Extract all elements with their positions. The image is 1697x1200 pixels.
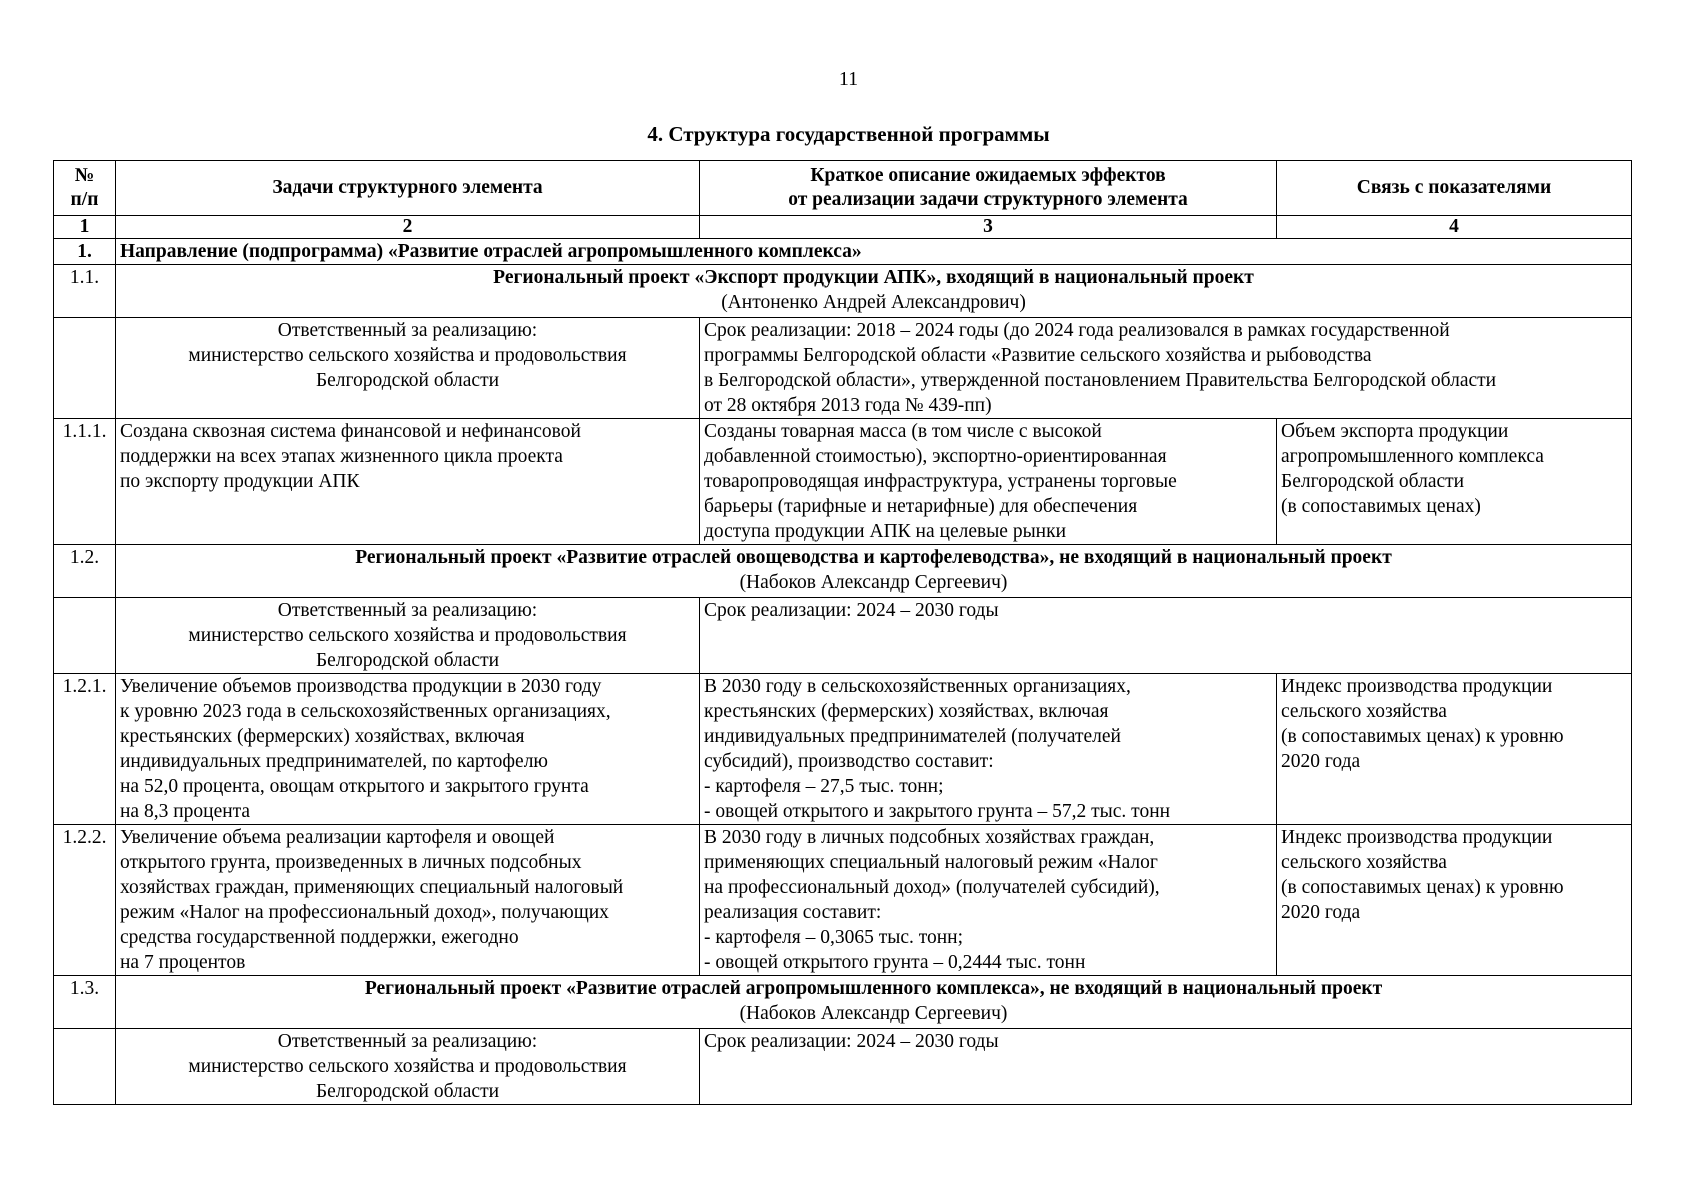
project-head: (Набоков Александр Сергеевич) <box>739 1003 1008 1024</box>
indicator-cell: Индекс производства продукции сельского хозяйства (в сопоставимых ценах) к уровню 2020 года <box>1277 825 1632 976</box>
task-row <box>54 674 1632 825</box>
project-row <box>54 545 1632 598</box>
project-row <box>54 265 1632 318</box>
task-cell: Увеличение объемов производства продукции в 2030 году к уровню 2023 года в сельскохозяйственных организациях, крестьянских (фермерских) хозяйствах, включая индивидуальных предпринимателей, по картофелю на 52,0 процента, овощам открытого и закрытого грунта на 8,3 процента <box>116 674 700 825</box>
responsible-cell: Ответственный за реализацию: министерство сельского хозяйства и продовольствия Белгородской области <box>116 1029 700 1105</box>
row-number: 1.1. <box>54 265 116 318</box>
header-row <box>54 161 1632 216</box>
project-row <box>54 976 1632 1029</box>
task-cell: Создана сквозная система финансовой и нефинансовой поддержки на всех этапах жизненного цикла проекта по экспорту продукции АПК <box>116 419 700 545</box>
direction-title: Направление (подпрограмма) «Развитие отраслей агропромышленного комплекса» <box>116 239 1632 265</box>
indicator-cell: Индекс производства продукции сельского хозяйства (в сопоставимых ценах) к уровню 2020 года <box>1277 674 1632 825</box>
project-head: (Набоков Александр Сергеевич) <box>739 572 1008 593</box>
responsible-row <box>54 598 1632 674</box>
row-number: 1.2.1. <box>54 674 116 825</box>
indicator-cell: Объем экспорта продукции агропромышленного комплекса Белгородской области (в сопоставимых ценах) <box>1277 419 1632 545</box>
term-cell: Срок реализации: 2024 – 2030 годы <box>700 1029 1632 1105</box>
project-title: Региональный проект «Экспорт продукции АПК», входящий в национальный проект <box>493 267 1254 288</box>
row-number: 1.2.2. <box>54 825 116 976</box>
project-head: (Антоненко Андрей Александрович) <box>721 292 1026 313</box>
term-cell: Срок реализации: 2018 – 2024 годы (до 2024 года реализовался в рамках государственной программы Белгородской области «Развитие сельского хозяйства и рыбоводства в Белгородской области», утвержденной постановлением Правительства Белгородской области от 28 октября 2013 года № 439-пп) <box>700 318 1632 419</box>
header-effects: Краткое описание ожидаемых эффектов от реализации задачи структурного элемента <box>700 161 1277 216</box>
responsible-row <box>54 318 1632 419</box>
task-cell: Увеличение объема реализации картофеля и овощей открытого грунта, произведенных в личных подсобных хозяйствах граждан, применяющих специальный налоговый режим «Налог на профессиональный доход», получающих средства государственной поддержки, ежегодно на 7 процентов <box>116 825 700 976</box>
header-links: Связь с показателями <box>1277 161 1632 216</box>
column-number-row <box>54 216 1632 239</box>
effect-cell: В 2030 году в личных подсобных хозяйствах граждан, применяющих специальный налоговый режим «Налог на профессиональный доход» (получателей субсидий), реализация составит: - картофеля – 0,3065 тыс. тонн; - овощей открытого грунта – 0,2444 тыс. тонн <box>700 825 1277 976</box>
column-number: 3 <box>700 216 1277 239</box>
effect-cell: В 2030 году в сельскохозяйственных организациях, крестьянских (фермерских) хозяйствах, включая индивидуальных предпринимателей (получателей субсидий), производство составит: - картофеля – 27,5 тыс. тонн; - овощей открытого и закрытого грунта – 57,2 тыс. тонн <box>700 674 1277 825</box>
row-number: 1.3. <box>54 976 116 1029</box>
project-title: Региональный проект «Развитие отраслей овощеводства и картофелеводства», не входящий в национальный проект <box>355 547 1392 568</box>
project-title: Региональный проект «Развитие отраслей агропромышленного комплекса», не входящий в национальный проект <box>364 978 1383 999</box>
responsible-row <box>54 1029 1632 1105</box>
header-tasks: Задачи структурного элемента <box>116 161 700 216</box>
task-row <box>54 825 1632 976</box>
project-title-cell <box>116 976 1632 1029</box>
task-row <box>54 419 1632 545</box>
program-structure-table <box>53 160 1632 1105</box>
direction-row <box>54 239 1632 265</box>
column-number: 1 <box>54 216 116 239</box>
column-number: 2 <box>116 216 700 239</box>
term-cell: Срок реализации: 2024 – 2030 годы <box>700 598 1632 674</box>
section-title: 4. Структура государственной программы <box>647 122 1050 146</box>
effect-cell: Созданы товарная масса (в том числе с высокой добавленной стоимостью), экспортно-ориентированная товаропроводящая инфраструктура, устранены торговые барьеры (тарифные и нетарифные) для обеспечения доступа продукции АПК на целевые рынки <box>700 419 1277 545</box>
header-num: № п/п <box>54 161 116 216</box>
project-title-cell <box>116 545 1632 598</box>
row-number: 1.1.1. <box>54 419 116 545</box>
row-number: 1.2. <box>54 545 116 598</box>
responsible-cell: Ответственный за реализацию: министерство сельского хозяйства и продовольствия Белгородской области <box>116 598 700 674</box>
project-title-cell <box>116 265 1632 318</box>
row-number: 1. <box>54 239 116 265</box>
column-number: 4 <box>1277 216 1632 239</box>
page-number: 11 <box>838 68 859 90</box>
responsible-cell: Ответственный за реализацию: министерство сельского хозяйства и продовольствия Белгородской области <box>116 318 700 419</box>
